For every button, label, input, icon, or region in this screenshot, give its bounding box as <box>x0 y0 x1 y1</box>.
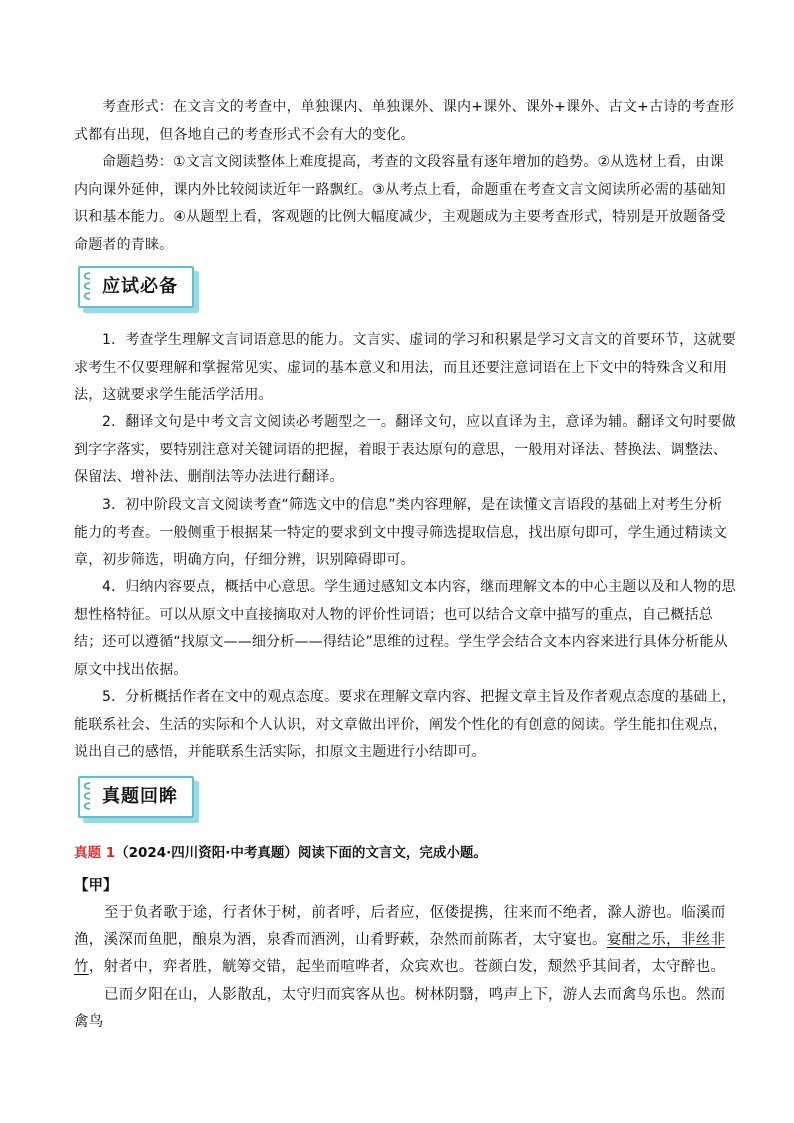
question-heading <box>74 841 754 865</box>
section-title: 应试必备 <box>102 276 178 297</box>
essentials-item-2: 2．翻译文句是中考文言文阅读必考题型之一。翻译文句，应以直译为主，意译为辅。翻译文句时要做到字字落实，要特别注意对关键词语的把握，着眼于表达原句的意思，一般用对译法、替换法、调整法、保留法、增补法、删削法等办法进行翻译。 <box>74 414 736 485</box>
question-source: （2024·四川资阳·中考真题）阅读下面的文言文，完成小题。 <box>115 845 487 861</box>
essentials-item-4: 4．归纳内容要点，概括中心意思。学生通过感知文本内容，继而理解文本的中心主题以及和人物的思想性格特征。可以从原文中直接摘取对人物的评价性词语；也可以结合文章中描写的重点，自己概括总结；还可以遵循“找原文——细分析——得结论”思维的过程。学生学会结合文本内容来进行具体分析能从原文中找出依据。 <box>74 579 736 678</box>
trend-paragraph: 命题趋势：①文言文阅读整体上难度提高，考查的文段容量有逐年增加的趋势。②从选材上看，由课内向课外延伸，课内外比较阅读近年一路飘红。③从考点上看，命题重在考查文言文阅读所必需的基础知识和基本能力。④从题型上看，客观题的比例大幅度减少，主观题成为主要考查形式，特别是开放题备受命题者的青睐。 <box>74 154 726 253</box>
essentials-item-5: 5．分析概括作者在文中的观点态度。要求在理解文章内容、把握文章主旨及作者观点态度的基础上，能联系社会、生活的实际和个人认识，对文章做出评价，阐发个性化的有创意的阅读。学生能扣住观点，说出自己的感悟，并能联系生活实际，扣原文主题进行小结即可。 <box>74 689 736 760</box>
section-header-exam-essentials <box>78 266 196 310</box>
passage-text: 至于负者歌于途，行者休于树，前者呼，后者应，伛偻提携，往来而不绝者，滁人游也。临溪而渔，溪深而鱼肥，酿泉为酒，泉香而酒洌，山肴野蔌，杂然而前陈者，太守宴也。 <box>74 905 726 948</box>
notebook-spiral-icon <box>81 270 93 302</box>
classical-passage-paragraph-1 <box>74 900 740 981</box>
classical-passage-paragraph-2: 已而夕阳在山，人影散乱，太守归而宾客从也。树林阴翳，鸣声上下，游人去而禽鸟乐也。然而禽鸟 <box>74 987 726 1030</box>
part-label-jia: 【甲】 <box>74 878 118 894</box>
essentials-item-1: 1．考查学生理解文言词语意思的能力。文言实、虚词的学习和积累是学习文言文的首要环节，这就要求考生不仅要理解和掌握常见实、虚词的基本意义和用法，而且还要注意词语在上下文中的特殊含义和用法，这就要求学生能活学活用。 <box>74 332 736 403</box>
passage-text: ，射者中，弈者胜，觥筹交错，起坐而喧哗者，众宾欢也。苍颜白发，颓然乎其间者，太守醉也。 <box>88 959 726 975</box>
underlined-sentence: 宴酣之乐，非丝非竹 <box>74 932 726 975</box>
exam-form-paragraph: 考查形式：在文言文的考查中，单独课内、单独课外、课内+课外、课外+课外、古文+古诗的考查形式都有出现，但各地自己的考查形式不会有大的变化。 <box>74 99 735 143</box>
notebook-spiral-icon <box>81 780 93 812</box>
essentials-item-3: 3．初中阶段文言文阅读考查“筛选文中的信息”类内容理解，是在读懂文言语段的基础上对考生分析能力的考查。一般侧重于根据某一特定的要求到文中搜寻筛选提取信息，找出原句即可，学生通过精读文章，初步筛选，明确方向，仔细分辨，识别障碍即可。 <box>74 497 728 568</box>
section-title: 真题回眸 <box>102 786 178 807</box>
question-label: 真题 1 <box>74 845 116 861</box>
section-header-past-exams <box>78 776 196 820</box>
